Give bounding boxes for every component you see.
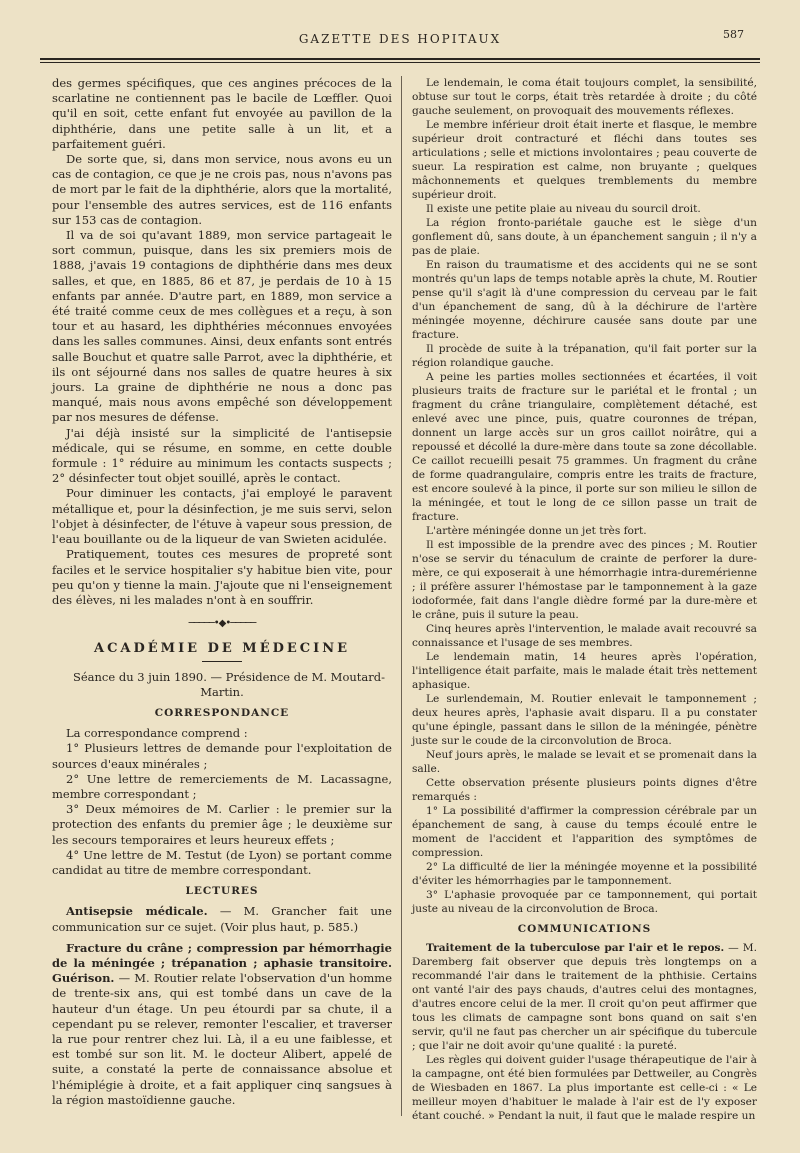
paragraph: J'ai déjà insisté sur la simplicité de l'antisepsie médicale, qui se résume, en somme, en cette double formule : 1° réduire au minimum les contacts suspects ; 2° désinfecter tout objet souillé, après le contact. [52, 425, 392, 486]
paragraph: Pratiquement, toutes ces mesures de propreté sont faciles et le service hospitalier s'y habitue bien vite, pour peu qu'on y tienne la main. J'ajoute que ni l'enseignement des élèves, ni les malades n'ont à en souffrir. [52, 547, 392, 607]
article-text: — M. Daremberg fait observer que depuis très longtemps on a recommandé l'air dans le traitement de la phthisie. Certains ont vanté l'air des pays chauds, d'autres celui des montagnes, d'autres encore celui de la mer. Il croit qu'on peut affirmer que tous les climats de campagne sont bons quand on sait s'en servir, qu'il ne faut pas chercher un air spécifique du tubercule ; que l'air ne doit avoir qu'une qualité : la pureté. [412, 942, 758, 1052]
paragraph: Neuf jours après, le malade se levait et se promenait dans la salle. [412, 749, 757, 775]
session-line: Séance du 3 juin 1890. — Présidence de M. Moutard-Martin. [72, 669, 386, 699]
header-rule [40, 58, 760, 60]
page-header [0, 28, 800, 50]
paragraph: En raison du traumatisme et des accidents qui ne se sont montrés qu'un laps de temps notable après la chute, M. Routier pense qu'il s'agit là d'une compression du cerveau par le fait d'un épanchement de sang, dû à la déchirure de l'artère méningée moyenne, déchirure causée sans doute par une fracture. [412, 259, 757, 341]
paragraph: La correspondance comprend : [66, 726, 248, 741]
ornament-divider: ─────•◆•───── [188, 618, 256, 630]
article-title: Fracture du crâne ; compression par hémorrhagie de la méningée ; trépanation ; aphasie transitoire. Guérison. [52, 940, 392, 986]
paragraph: 2° Une lettre de remerciements de M. Lacassagne, membre correspondant ; [52, 771, 392, 801]
paragraph: Cinq heures après l'intervention, le malade avait recouvré sa connaissance et l'usage de ses membres. [412, 623, 757, 649]
paragraph: Il est impossible de la prendre avec des pinces ; M. Routier n'ose se servir du ténaculum de crainte de perforer la dure-mère, ce qui exposerait à une hémorrhagie intra-duremérienne ; il préfère assurer l'hémostase par le tamponnement à la gaze iodoformée, fait dans l'angle dièdre formé par la dure-mère et le crâne, puis il suture la peau. [412, 539, 757, 621]
paragraph: Le lendemain, le coma était toujours complet, la sensibilité, obtuse sur tout le corps, était très retardée à droite ; du côté gauche seulement, on provoquait des mouvements réflexes. [412, 77, 757, 117]
subsection-communications: COMMUNICATIONS [517, 923, 652, 935]
article-title: Traitement de la tuberculose par l'air et le repos. [426, 942, 725, 954]
paragraph [412, 941, 757, 1053]
page-number: 587 [723, 28, 744, 41]
paragraph: Cette observation présente plusieurs points dignes d'être remarqués : [412, 777, 757, 803]
column-separator [401, 76, 402, 1116]
paragraph: Le lendemain matin, 14 heures après l'opération, l'intelligence était parfaite, mais le malade était très nettement aphasique. [412, 651, 757, 691]
paragraph: De sorte que, si, dans mon service, nous avons eu un cas de contagion, ce que je ne crois pas, nous n'avons pas de mort par le fait de la diphthérie, alors que la mortalité, pour l'ensemble des autres services, est de 116 enfants sur 153 cas de contagion. [52, 152, 392, 227]
paragraph: 1° La possibilité d'affirmer la compression cérébrale par un épanchement de sang, à cause du temps écoulé entre le moment de l'accident et l'apparition des symptômes de compression. [412, 805, 757, 859]
paragraph: 4° Une lettre de M. Testut (de Lyon) se portant comme candidat au titre de membre correspondant. [52, 847, 392, 877]
article-title: Antisepsie médicale. [66, 904, 208, 919]
paragraph: Il va de soi qu'avant 1889, mon service partageait le sort commun, puisque, dans les six premiers mois de 1888, j'avais 19 contagions de diphthérie dans mes deux salles, et que, en 1885, 86 et 87, je perdais de 10 à 15 enfants par année. D'autre part, en 1889, mon service a été traité comme ceux de mes collègues et a reçu, à son tour et au hasard, les diphthéries méconnues envoyées dans les salles communes. Ainsi, deux enfants sont entrés salle Bouchut et quatre salle Parrot, avec la diphthérie, et ils ont séjourné dans nos salles de quatre heures à six jours. La graine de diphthérie ne nous a donc pas manqué, mais nous avons empêché son développement par nos mesures de défense. [52, 228, 392, 425]
left-column [52, 76, 392, 1108]
paragraph: L'artère méningée donne un jet très fort. [426, 525, 647, 537]
paragraph: Il existe une petite plaie au niveau du sourcil droit. [426, 203, 701, 215]
subsection-correspondance: CORRESPONDANCE [154, 706, 290, 719]
paragraph: 1° Plusieurs lettres de demande pour l'exploitation de sources d'eaux minérales ; [52, 741, 392, 771]
short-rule [202, 661, 242, 662]
paragraph [52, 904, 392, 934]
article-text: — M. Routier relate l'observation d'un homme de trente-six ans, qui est tombé dans un cave de la hauteur d'un étage. Un peu étourdi par sa chute, il a cependant pu se relever, remonter l'escalier, et traverser la rue pour rentrer chez lui. Là, il a eu une faiblesse, et est tombé sur son lit. M. le docteur Alibert, appelé de suite, a constaté la perte de connaissance absolue et l'hémiplégie à droite, et a fait appliquer cinq sangsues à la région mastoïdienne gauche. [52, 971, 392, 1107]
paragraph: 2° La difficulté de lier la méningée moyenne et la possibilité d'éviter les hémorrhagies par le tamponnement. [412, 861, 757, 887]
subsection-lectures: LECTURES [185, 885, 259, 898]
right-column [412, 76, 757, 1123]
journal-title: GAZETTE DES HOPITAUX [298, 32, 502, 46]
paragraph: Les règles qui doivent guider l'usage thérapeutique de l'air à la campagne, ont été bien formulées par Dettweiler, au Congrès de Wiesbaden en 1867. La plus importante est celle-ci : « Le meilleur moyen d'habituer le malade à l'air est de l'y exposer étant couché. » Pendant la nuit, il faut que le malade respire un [412, 1054, 757, 1122]
paragraph: Pour diminuer les contacts, j'ai employé le paravent métallique et, pour la désinfection, je me suis servi, selon l'objet à désinfecter, de l'étuve à vapeur sous pression, de l'eau bouillante ou de la liqueur de van Swieten acidulée. [52, 486, 392, 547]
paragraph: 3° L'aphasie provoquée par ce tamponnement, qui portait juste au niveau de la circonvolution de Broca. [412, 889, 757, 915]
section-title-academy: ACADÉMIE DE MÉDECINE [93, 641, 350, 657]
article-text: — M. Grancher fait une communication sur ce sujet. (Voir plus haut, p. 585.) [52, 904, 392, 934]
paragraph: Le membre inférieur droit était inerte et flasque, le membre supérieur droit contracturé et fléchi dans toutes ses articulations ; selle et mictions involontaires ; peau couverte de sueur. La respiration est calme, non bruyante ; quelques mâchonnements et quelques tremblements du membre supérieur droit. [412, 119, 757, 201]
paragraph: Le surlendemain, M. Routier enlevait le tamponnement ; deux heures après, l'aphasie avait disparu. Il a pu constater qu'une épingle, passant dans le sillon de la méningée, pénètre juste sur le coude de la circonvolution de Broca. [412, 693, 757, 747]
paragraph: A peine les parties molles sectionnées et écartées, il voit plusieurs traits de fracture sur le pariétal et le frontal ; un fragment du crâne triangulaire, complètement détaché, est enlevé avec une pince, puis, quatre couronnes de trépan, donnent un large accès sur un gros caillot noirâtre, qui a repoussé et décollé la dure-mère dans toute sa zone décollable. Ce caillot recueilli pesait 75 grammes. Un fragment du crâne de forme quadrangulaire, compris entre les traits de fracture, est encore soulevé à la pince, il porte sur son milieu le sillon de la méningée, et tout le long de ce sillon passe un trait de fracture. [412, 371, 757, 523]
paragraph: La région fronto-pariétale gauche est le siège d'un gonflement dû, sans doute, à un épanchement sanguin ; il n'y a pas de plaie. [412, 217, 757, 257]
paragraph: Il procède de suite à la trépanation, qu'il fait porter sur la région rolandique gauche. [412, 343, 757, 369]
paragraph: 3° Deux mémoires de M. Carlier : le premier sur la protection des enfants du premier âge ; le deuxième sur les secours temporaires et leurs heureux effets ; [52, 802, 392, 847]
paragraph [52, 941, 392, 1108]
header-rule-thin [40, 62, 760, 63]
paragraph: des germes spécifiques, que ces angines précoces de la scarlatine ne contiennent pas le bacile de Lœffler. Quoi qu'il en soit, cette enfant fut envoyée au pavillon de la diphthérie, dans une petite salle à un lit, et a parfaitement guéri. [52, 76, 392, 151]
